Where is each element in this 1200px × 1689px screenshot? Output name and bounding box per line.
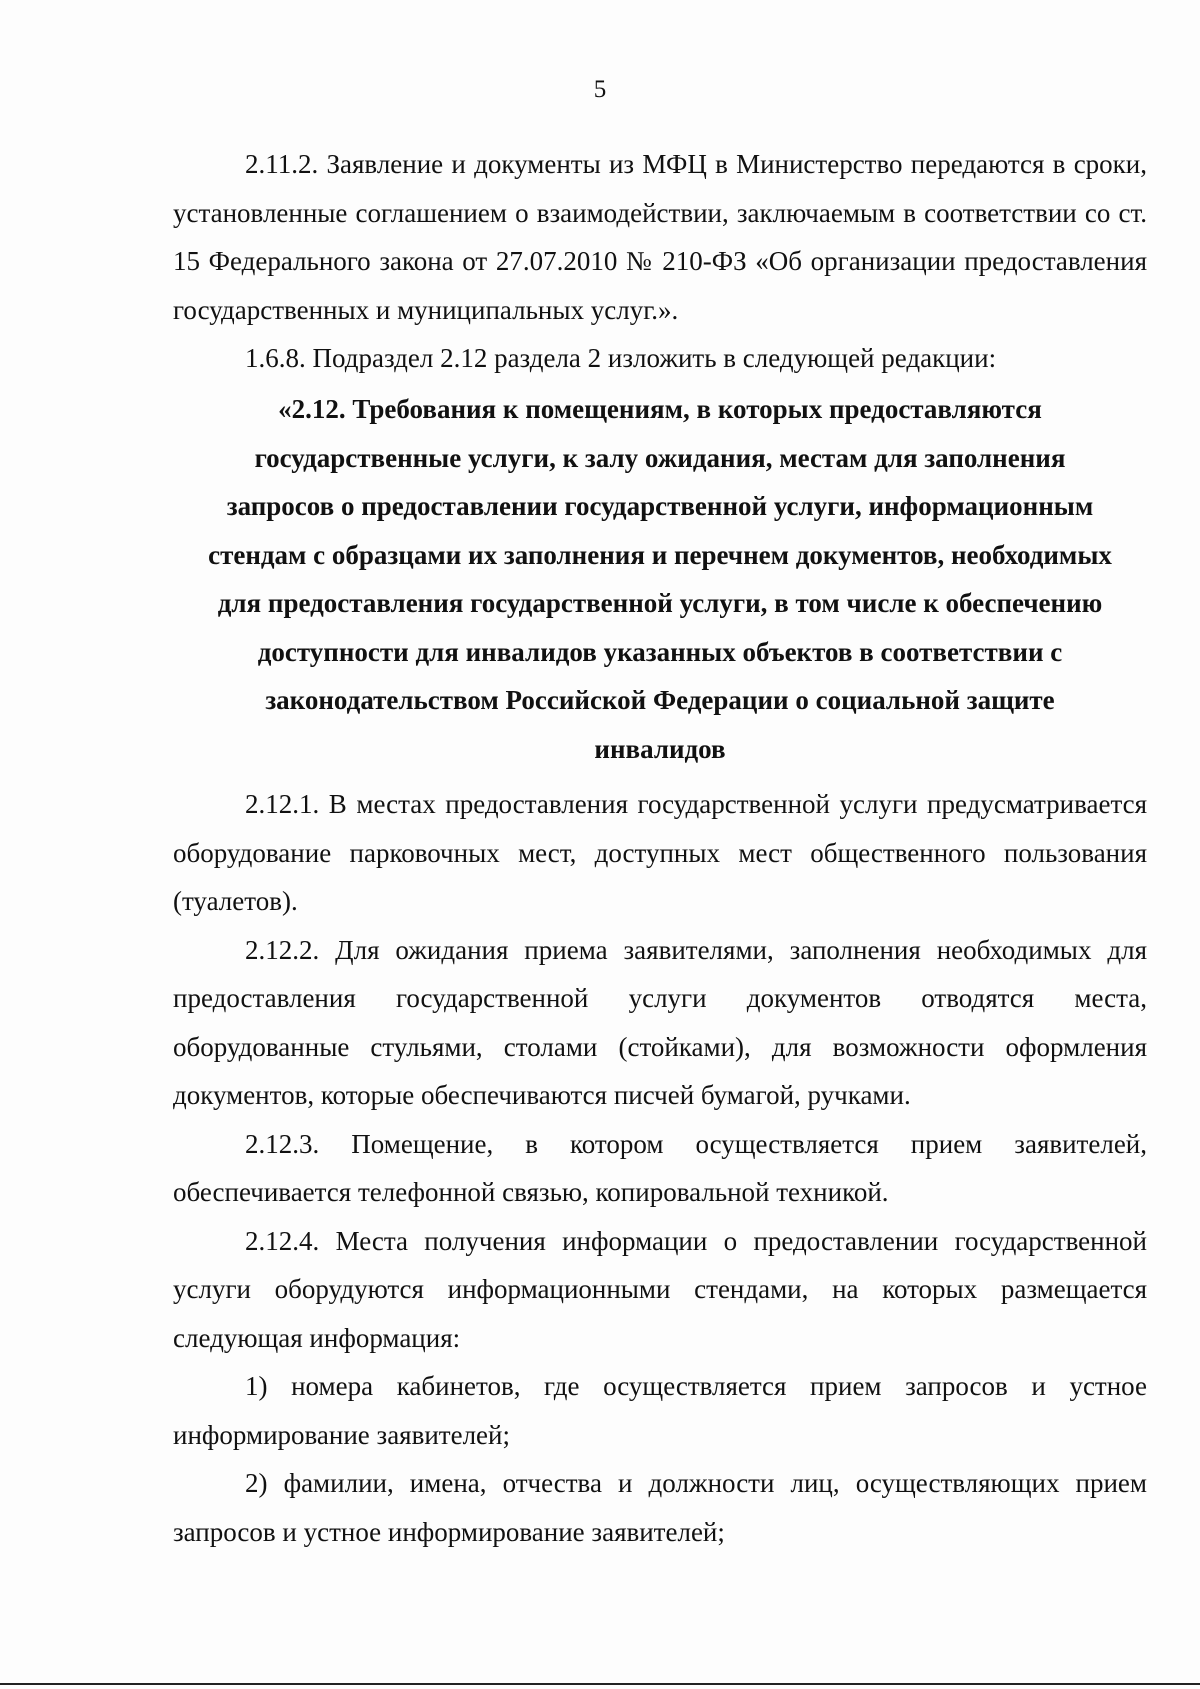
- paragraph-2-12-4: 2.12.4. Места получения информации о предоставлении государственной услуги оборудуются информационными стендами, на которых размещается следующая информация:: [173, 1225, 1147, 1353]
- heading-line: инвалидов: [594, 733, 726, 764]
- paragraph-2-11-2: 2.11.2. Заявление и документы из МФЦ в Министерство передаются в сроки, установленные соглашением о взаимодействии, заключаемым в соответствии со ст. 15 Федерального закона от 27.07.2010 № 210-ФЗ «Об организации предоставления государственных и муниципальных услуг.».: [173, 149, 1147, 325]
- section-2-12-body: [173, 780, 1147, 1556]
- scan-edge-line: [0, 1683, 1200, 1685]
- paragraph-1-6-8: 1.6.8. Подраздел 2.12 раздела 2 изложить в следующей редакции:: [245, 343, 997, 373]
- paragraph-2-12-1: 2.12.1. В местах предоставления государственной услуги предусматривается оборудование парковочных мест, доступных мест общественного пользования (туалетов).: [173, 789, 1147, 916]
- heading-line: законодательством Российской Федерации о социальной защите: [265, 685, 1055, 715]
- paragraph-2-12-2: 2.12.2. Для ожидания приема заявителями, заполнения необходимых для предоставления государственной услуги документов отводятся места, оборудованные стульями, столами (стойками), для возможности оформления документов, которые обеспечиваются писчей бумагой, ручками.: [173, 934, 1147, 1110]
- list-item-2: 2) фамилии, имена, отчества и должности лиц, осуществляющих прием запросов и устное информирование заявителей;: [173, 1468, 1147, 1547]
- heading-line: для предоставления государственной услуги, в том числе к обеспечению: [217, 588, 1103, 618]
- page-number: 5: [593, 76, 607, 103]
- section-heading-2-12: [173, 385, 1147, 773]
- list-item-1: 1) номера кабинетов, где осуществляется прием запросов и устное информирование заявителей;: [173, 1371, 1147, 1450]
- heading-line: доступности для инвалидов указанных объектов в соответствии с: [257, 636, 1063, 667]
- heading-line: стендам с образцами их заполнения и перечнем документов, необходимых: [208, 539, 1112, 570]
- section-2-11-2: [173, 140, 1147, 383]
- heading-line: государственные услуги, к залу ожидания, местам для заполнения: [254, 442, 1066, 473]
- paragraph-2-12-3: 2.12.3. Помещение, в котором осуществляется прием заявителей, обеспечивается телефонной связью, копировальной техникой.: [173, 1128, 1147, 1207]
- heading-line: «2.12. Требования к помещениям, в которых предоставляются: [278, 394, 1042, 424]
- heading-line: запросов о предоставлении государственной услуги, информационным: [226, 491, 1094, 521]
